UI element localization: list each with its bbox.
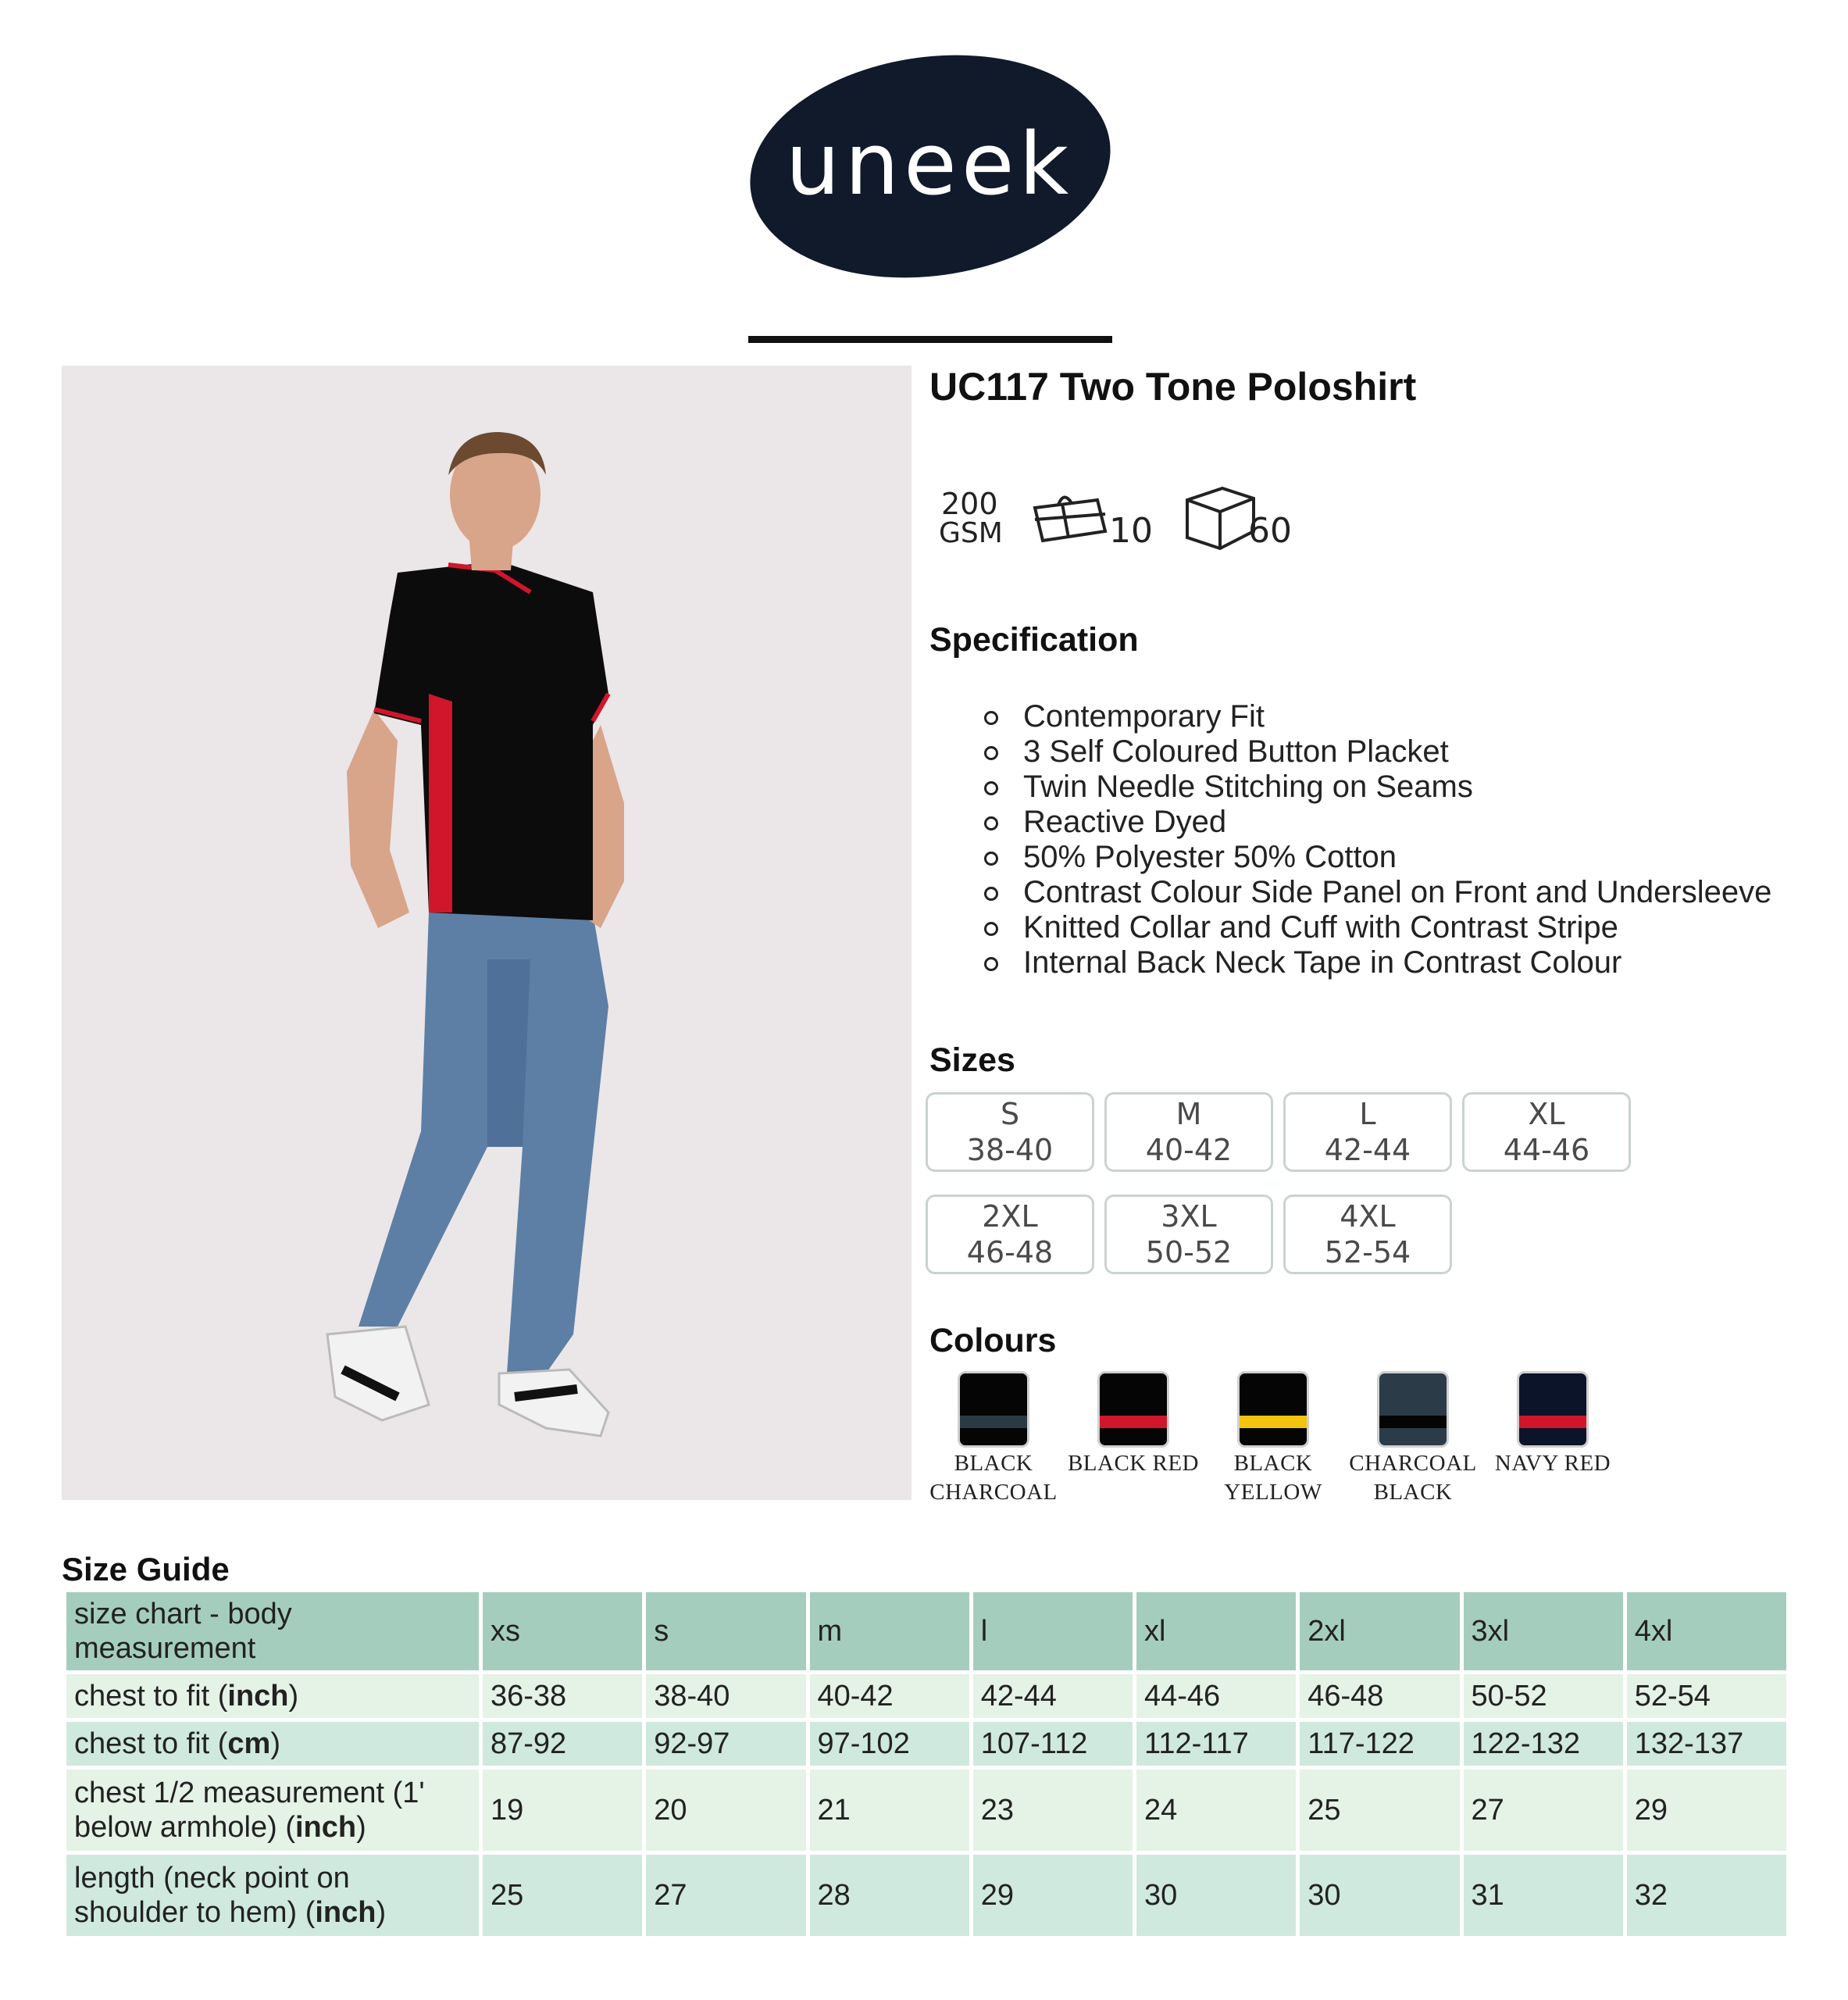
size-option-m[interactable] (1104, 1092, 1273, 1172)
table-header-cell: m (810, 1592, 969, 1670)
size-option-l[interactable] (1283, 1092, 1452, 1172)
spec-item: Twin Needle Stitching on Seams (976, 770, 1771, 805)
row-label-close: ) (288, 1680, 299, 1712)
table-cell: 42-44 (973, 1674, 1133, 1718)
table-cell: 50-52 (1464, 1674, 1623, 1718)
specification-heading: Specification (929, 621, 1139, 659)
spec-item: Knitted Collar and Cuff with Contrast Stripe (976, 910, 1771, 945)
table-cell: 92-97 (646, 1722, 805, 1766)
spec-item: Contrast Colour Side Panel on Front and Undersleeve (976, 875, 1771, 910)
table-header-cell: xl (1136, 1592, 1296, 1670)
row-label-text: length (neck point on shoulder to hem) ( (74, 1862, 350, 1929)
table-cell: 23 (973, 1770, 1133, 1851)
table-cell: 29 (973, 1855, 1133, 1936)
size-label: 4XL (1340, 1199, 1396, 1234)
table-cell: 27 (1464, 1770, 1623, 1851)
size-option-3xl[interactable] (1104, 1195, 1273, 1274)
table-header-cell: 3xl (1464, 1592, 1623, 1670)
table-cell: 29 (1627, 1770, 1786, 1851)
colour-option-charcoal-black[interactable] (1343, 1371, 1483, 1505)
row-label (66, 1770, 479, 1851)
row-label-unit: inch (295, 1811, 357, 1844)
pack-icon (1035, 497, 1105, 541)
colour-swatch (958, 1371, 1029, 1448)
colour-name-line1: BLACK RED (1067, 1451, 1200, 1476)
colour-name-line1: BLACK (1233, 1451, 1313, 1476)
row-label-text: chest 1/2 measurement (1' below armhole) ( (74, 1777, 425, 1844)
size-range: 42-44 (1324, 1133, 1411, 1167)
weight-unit: GSM (939, 517, 1003, 549)
carton-icon (1187, 488, 1254, 548)
product-title: UC117 Two Tone Poloshirt (929, 365, 1417, 409)
size-option-s[interactable] (926, 1092, 1094, 1172)
table-cell: 31 (1464, 1855, 1623, 1936)
table-cell: 36-38 (483, 1674, 642, 1718)
size-option-2xl[interactable] (926, 1195, 1094, 1274)
size-guide-table (62, 1588, 1790, 1940)
size-label: L (1359, 1097, 1376, 1131)
uneek-logo (748, 55, 1112, 278)
table-cell: 25 (1300, 1770, 1459, 1851)
table-cell: 52-54 (1627, 1674, 1786, 1718)
table-cell: 97-102 (810, 1722, 969, 1766)
size-option-xl[interactable] (1462, 1092, 1631, 1172)
row-label-unit: inch (227, 1680, 289, 1712)
table-cell: 87-92 (483, 1722, 642, 1766)
size-label: XL (1528, 1097, 1565, 1131)
table-cell: 30 (1136, 1855, 1296, 1936)
colour-swatch (1517, 1371, 1589, 1448)
table-cell: 19 (483, 1770, 642, 1851)
size-label: 2XL (982, 1199, 1038, 1234)
row-label-close: ) (376, 1896, 387, 1929)
table-cell: 112-117 (1136, 1722, 1296, 1766)
size-range: 38-40 (966, 1133, 1054, 1167)
colour-swatch (1097, 1371, 1169, 1448)
table-row (66, 1770, 1786, 1851)
spec-item: Internal Back Neck Tape in Contrast Colour (976, 945, 1771, 980)
table-cell: 24 (1136, 1770, 1296, 1851)
colours-heading: Colours (929, 1322, 1057, 1359)
size-option-4xl[interactable] (1283, 1195, 1452, 1274)
table-header-row (66, 1592, 1786, 1670)
table-cell: 28 (810, 1855, 969, 1936)
table-header-cell: l (973, 1592, 1133, 1670)
row-label (66, 1722, 479, 1766)
table-cell: 132-137 (1627, 1722, 1786, 1766)
carton-quantity: 60 (1248, 511, 1292, 551)
row-label (66, 1855, 479, 1936)
spec-item: 50% Polyester 50% Cotton (976, 840, 1771, 875)
model-illustration (62, 366, 912, 1500)
colour-option-black-red[interactable] (1063, 1371, 1204, 1480)
row-label-text: chest to fit ( (74, 1680, 228, 1712)
table-header-cell: s (646, 1592, 805, 1670)
size-range: 46-48 (966, 1235, 1054, 1270)
specification-list (976, 699, 1771, 980)
table-row (66, 1855, 1786, 1936)
row-label-text: chest to fit ( (74, 1727, 228, 1760)
colour-name-line2: CHARCOAL (929, 1480, 1058, 1505)
table-row (66, 1722, 1786, 1766)
table-header-cell: size chart - body measurement (66, 1592, 479, 1670)
table-cell: 21 (810, 1770, 969, 1851)
colour-option-black-yellow[interactable] (1203, 1371, 1343, 1505)
product-photo (62, 366, 912, 1500)
size-label: M (1176, 1097, 1202, 1131)
table-cell: 38-40 (646, 1674, 805, 1718)
table-cell: 117-122 (1300, 1722, 1459, 1766)
table-cell: 30 (1300, 1855, 1459, 1936)
table-cell: 20 (646, 1770, 805, 1851)
weight-value: 200 (941, 487, 998, 521)
colour-option-navy-red[interactable] (1482, 1371, 1623, 1480)
table-cell: 107-112 (973, 1722, 1133, 1766)
table-cell: 122-132 (1464, 1722, 1623, 1766)
row-label-close: ) (270, 1727, 280, 1760)
colour-name-line1: BLACK (954, 1451, 1033, 1476)
size-guide-heading: Size Guide (62, 1551, 230, 1588)
logo-text: uneek (785, 114, 1074, 214)
product-stats (929, 477, 1336, 555)
table-row (66, 1674, 1786, 1718)
table-cell: 44-46 (1136, 1674, 1296, 1718)
size-label: 3XL (1161, 1199, 1217, 1234)
spec-item: 3 Self Coloured Button Placket (976, 734, 1771, 770)
size-range: 40-42 (1145, 1133, 1233, 1167)
table-header-cell: 2xl (1300, 1592, 1459, 1670)
size-range: 52-54 (1324, 1235, 1411, 1270)
pack-quantity: 10 (1109, 511, 1153, 551)
colour-swatch (1237, 1371, 1309, 1448)
colour-option-black-charcoal[interactable] (923, 1371, 1064, 1505)
table-header-cell: xs (483, 1592, 642, 1670)
spec-item: Contemporary Fit (976, 699, 1771, 734)
colour-name-line1: NAVY RED (1494, 1451, 1611, 1476)
row-label-close: ) (356, 1811, 366, 1844)
colour-name-line1: CHARCOAL (1349, 1451, 1477, 1476)
row-label-unit: inch (315, 1896, 376, 1929)
colour-name-line2: BLACK (1373, 1480, 1453, 1505)
spec-item: Reactive Dyed (976, 805, 1771, 840)
row-label-unit: cm (227, 1727, 271, 1760)
table-cell: 46-48 (1300, 1674, 1459, 1718)
table-cell: 32 (1627, 1855, 1786, 1936)
sizes-heading: Sizes (929, 1041, 1015, 1079)
colour-swatch (1377, 1371, 1449, 1448)
table-cell: 27 (646, 1855, 805, 1936)
row-label (66, 1674, 479, 1718)
size-range: 50-52 (1145, 1235, 1233, 1270)
table-cell: 40-42 (810, 1674, 969, 1718)
logo-divider (748, 336, 1112, 343)
size-label: S (1000, 1097, 1020, 1131)
table-header-cell: 4xl (1627, 1592, 1786, 1670)
colour-name-line2: YELLOW (1224, 1480, 1322, 1505)
size-range: 44-46 (1503, 1133, 1590, 1167)
table-cell: 25 (483, 1855, 642, 1936)
